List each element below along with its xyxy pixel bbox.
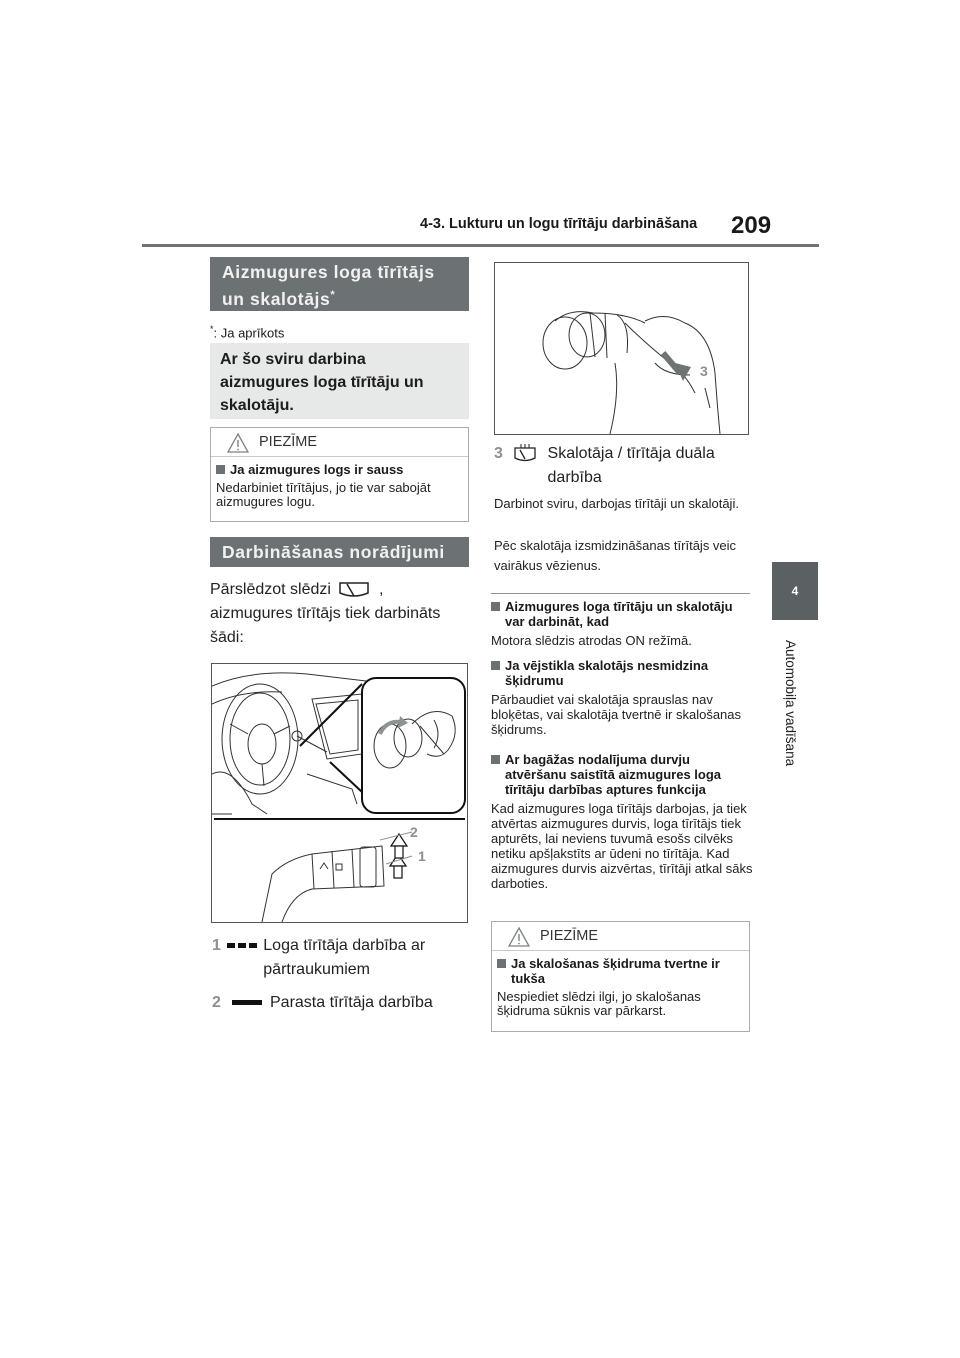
notice-box-empty-tank (491, 921, 750, 1032)
section-divider (491, 593, 750, 594)
switch-instruction (210, 578, 472, 650)
footnote-mark: * (210, 324, 214, 334)
list-item-3 (494, 442, 754, 490)
heading-operation: Darbināšanas norādījumi (210, 537, 469, 567)
bullet-square-icon (216, 465, 225, 474)
rear-wiper-switch-icon (337, 579, 371, 601)
figure1-label-2: 2 (410, 824, 418, 840)
bullet-square-icon (491, 661, 500, 670)
chapter-tab (772, 562, 818, 620)
lever-illustration (211, 663, 468, 923)
washer-wiper-icon (512, 442, 541, 466)
info-title: Ar bagāžas nodalījuma durvju atvēršanu saistītā aizmugures loga tīrītāju darbības aptures funkcija (491, 752, 753, 797)
bullet-square-icon (491, 602, 500, 611)
footnote (210, 324, 284, 340)
chapter-number: 4 (791, 584, 799, 598)
info-text: Motora slēdzis atrodas ON režīmā. (491, 633, 692, 648)
footnote-text: : Ja aprīkots (213, 325, 285, 341)
page-number: 209 (731, 212, 772, 239)
normal-wipe-icon (232, 991, 264, 1015)
intro-box: Ar šo sviru darbina aizmugures loga tīrītāju un skalotāju. (210, 343, 469, 419)
dashboard-lever-drawing (212, 664, 467, 922)
notice-title: Ja aizmugures logs ir sauss (216, 462, 463, 477)
washer-illustration (494, 262, 749, 435)
header-divider (142, 244, 819, 247)
notice-text: Nespiediet slēdzi ilgi, jo skalošanas šķidruma sūknis var pārkarst. (497, 989, 701, 1018)
bullet-square-icon (491, 755, 500, 764)
figure1-label-1: 1 (418, 848, 426, 864)
notice-label: PIEZĪME (540, 928, 599, 944)
heading-rear-wiper (210, 257, 469, 311)
paragraph-lever-operation: Darbinot sviru, darbojas tīrītāji un skalotāji. (494, 496, 739, 511)
info-title: Ja vējstikla skalotājs nesmidzina šķidrumu (491, 658, 753, 688)
notice-header (492, 922, 749, 951)
heading-rear-mark: * (330, 289, 336, 301)
info-title: Aizmugures loga tīrītāju un skalotāju var darbināt, kad (491, 599, 753, 629)
item-text: Loga tīrītāja darbība ar pārtraukumiem (263, 937, 426, 978)
info-text: Pārbaudiet vai skalotāja sprauslas nav bloķētas, vai skalotāja tvertnē ir skalošanas šķidrums. (491, 692, 742, 737)
switch-text-rest: aizmugures tīrītājs tiek darbināts šādi: (210, 605, 441, 646)
chapter-title: Automobiļa vadīšana (783, 640, 798, 767)
item-number: 1 (212, 937, 221, 954)
section-title: 4-3. Lukturu un logu tīrītāju darbināšana (420, 216, 698, 232)
paragraph-wiper-strokes: Pēc skalotāja izsmidzināšanas tīrītājs veic vairākus vēzienus. (494, 538, 737, 573)
intermittent-wipe-icon (227, 934, 257, 958)
heading-rear-line1: Aizmugures loga tīrītājs (222, 262, 435, 282)
info-text: Kad aizmugures loga tīrītājs darbojas, ja tiek atvērtas aizmugures durvis, loga tīrītājs tiek apturēts, lai neviens tuvumā esošs cilvēks netiku apšļakstīts ar ūdeni no tīrītāja. Kad aizmugures durvis aizvērtas, tīrītāji atkal sāks darboties. (491, 801, 753, 891)
hand-lever-drawing (495, 263, 748, 434)
switch-text-after: , (378, 581, 384, 598)
switch-text-before: Pārslēdzot slēdzi (210, 581, 331, 598)
item-text: Skalotāja / tīrītāja duāla darbība (547, 445, 715, 486)
list-item-1 (212, 934, 472, 982)
list-item-2 (212, 991, 472, 1015)
notice-box-dry-window (210, 427, 469, 522)
figure2-label-3: 3 (700, 363, 708, 379)
notice-label: PIEZĪME (259, 434, 318, 450)
info-section-2 (491, 658, 753, 737)
info-section-1 (491, 599, 753, 648)
item-number: 2 (212, 994, 221, 1011)
heading-rear-line2: un skalotājs (222, 288, 331, 309)
item-number: 3 (494, 445, 503, 462)
item-text: Parasta tīrītāja darbība (270, 994, 433, 1011)
notice-text: Nedarbiniet tīrītājus, jo tie var sabojāt aizmugures logu. (216, 480, 431, 509)
bullet-square-icon (497, 959, 506, 968)
warning-triangle-icon (508, 927, 530, 947)
warning-triangle-icon (227, 433, 249, 453)
notice-title: Ja skalošanas šķidruma tvertne ir tukša (497, 956, 744, 986)
info-section-3 (491, 752, 753, 891)
notice-header (211, 428, 468, 457)
